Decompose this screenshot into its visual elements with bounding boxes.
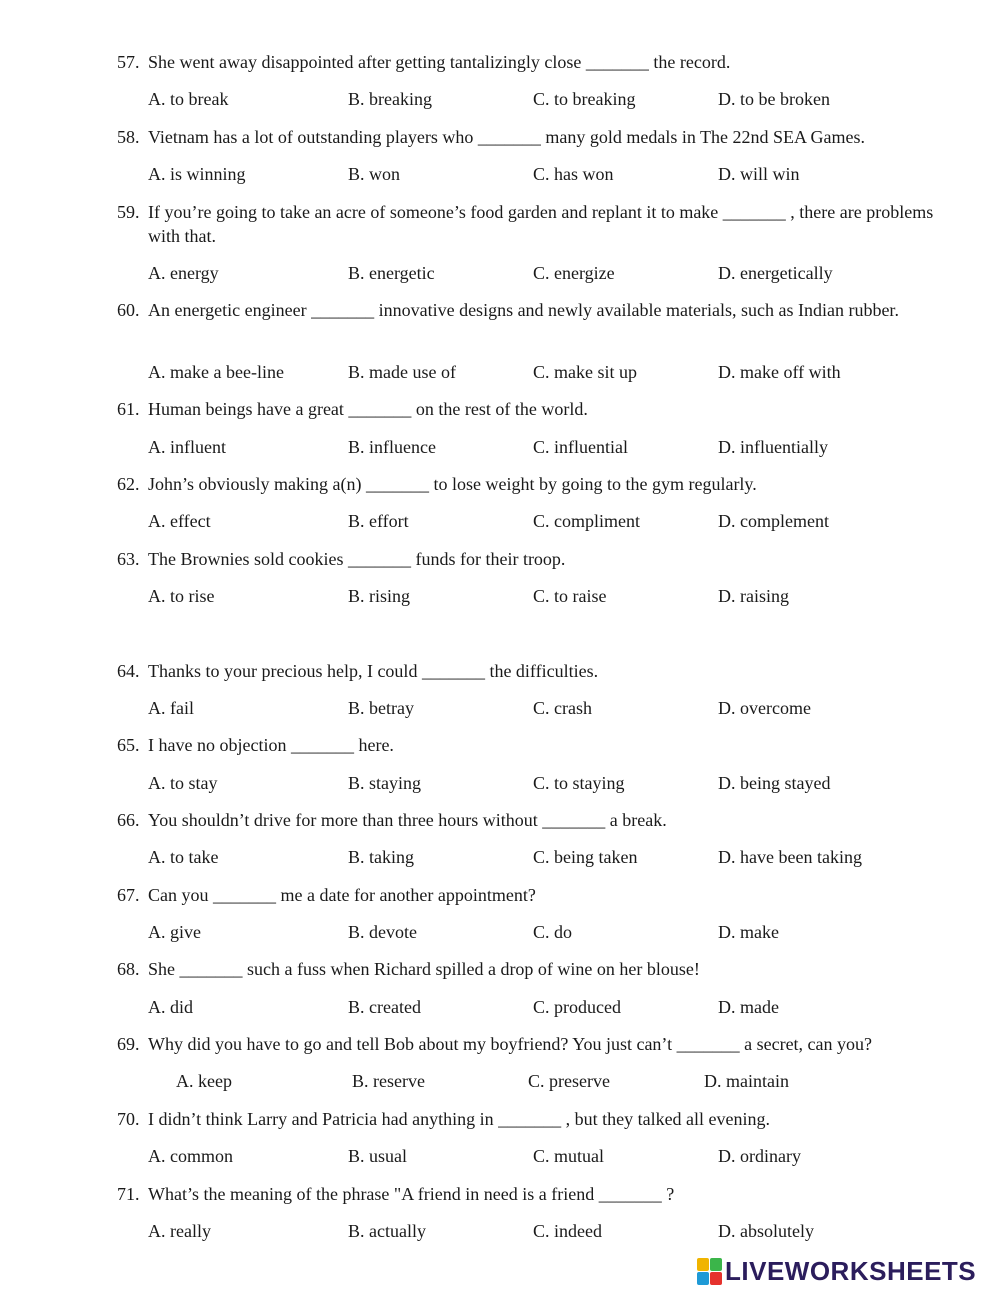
logo-square-3	[697, 1272, 709, 1285]
options-59	[148, 261, 948, 285]
question-58	[117, 125, 947, 149]
option-a[interactable]: A. really	[148, 1221, 211, 1241]
question-number: 69.	[117, 1034, 140, 1054]
question-number: 62.	[117, 474, 140, 494]
liveworksheets-logo	[697, 1256, 976, 1286]
question-57	[117, 50, 947, 74]
option-c[interactable]: C. crash	[533, 698, 592, 718]
option-a[interactable]: A. to break	[148, 89, 229, 109]
option-c[interactable]: C. produced	[533, 997, 621, 1017]
option-d[interactable]: D. overcome	[718, 698, 811, 718]
option-b[interactable]: B. actually	[348, 1221, 426, 1241]
question-text: Can you _______ me a date for another appointment?	[148, 885, 536, 905]
option-c[interactable]: C. preserve	[528, 1071, 610, 1091]
option-b[interactable]: B. made use of	[348, 362, 456, 382]
option-b[interactable]: B. devote	[348, 922, 417, 942]
logo-square-4	[710, 1272, 722, 1285]
option-d[interactable]: D. to be broken	[718, 89, 830, 109]
options-67	[148, 920, 948, 944]
option-d[interactable]: D. influentially	[718, 437, 828, 457]
logo-square-1	[697, 1258, 709, 1271]
option-b[interactable]: B. energetic	[348, 263, 435, 283]
question-number: 60.	[117, 300, 140, 320]
question-60	[117, 298, 947, 322]
question-number: 66.	[117, 810, 140, 830]
logo-mark-icon	[697, 1258, 721, 1284]
brand-name: LIVEWORKSHEETS	[725, 1255, 977, 1286]
option-b[interactable]: B. effort	[348, 511, 409, 531]
option-b[interactable]: B. rising	[348, 586, 411, 606]
option-c[interactable]: C. to staying	[533, 773, 625, 793]
question-text: I have no objection _______ here.	[148, 735, 394, 755]
option-d[interactable]: D. being stayed	[718, 773, 831, 793]
option-c[interactable]: C. indeed	[533, 1221, 602, 1241]
option-a[interactable]: A. to take	[148, 847, 219, 867]
question-70	[117, 1107, 947, 1131]
question-64	[117, 659, 947, 683]
option-d[interactable]: D. ordinary	[718, 1146, 801, 1166]
question-59	[117, 200, 947, 248]
options-66	[148, 845, 948, 869]
question-number: 58.	[117, 127, 140, 147]
option-b[interactable]: B. won	[348, 164, 401, 184]
option-c[interactable]: C. do	[533, 922, 573, 942]
question-61	[117, 397, 947, 421]
question-65	[117, 733, 947, 757]
options-57	[148, 87, 948, 111]
question-62	[117, 472, 947, 496]
question-text: Why did you have to go and tell Bob about my boyfriend? You just can’t _______ a secret, can you?	[148, 1034, 873, 1054]
logo-square-2	[710, 1258, 722, 1271]
option-d[interactable]: D. complement	[718, 511, 829, 531]
options-64	[148, 696, 948, 720]
question-68	[117, 957, 947, 981]
option-d[interactable]: D. make off with	[718, 362, 841, 382]
question-number: 61.	[117, 399, 140, 419]
option-d[interactable]: D. absolutely	[718, 1221, 814, 1241]
option-a[interactable]: A. to stay	[148, 773, 218, 793]
option-c[interactable]: C. energize	[533, 263, 615, 283]
option-a[interactable]: A. give	[148, 922, 201, 942]
question-text: An energetic engineer _______ innovative designs and newly available materials, such as Indian rubber.	[148, 300, 899, 320]
option-c[interactable]: C. mutual	[533, 1146, 604, 1166]
question-text: Vietnam has a lot of outstanding players who _______ many gold medals in The 22nd SEA Games.	[148, 127, 865, 147]
option-c[interactable]: C. to raise	[533, 586, 607, 606]
option-c[interactable]: C. influential	[533, 437, 628, 457]
option-a[interactable]: A. energy	[148, 263, 219, 283]
option-d[interactable]: D. have been taking	[718, 847, 862, 867]
option-a[interactable]: A. common	[148, 1146, 233, 1166]
option-b[interactable]: B. breaking	[348, 89, 432, 109]
question-text: The Brownies sold cookies _______ funds for their troop.	[148, 549, 566, 569]
options-71	[148, 1219, 948, 1243]
option-d[interactable]: D. maintain	[704, 1071, 789, 1091]
question-text: John’s obviously making a(n) _______ to lose weight by going to the gym regularly.	[148, 474, 757, 494]
option-b[interactable]: B. reserve	[352, 1071, 425, 1091]
question-67	[117, 883, 947, 907]
option-d[interactable]: D. will win	[718, 164, 800, 184]
question-number: 70.	[117, 1109, 140, 1129]
question-number: 65.	[117, 735, 140, 755]
option-d[interactable]: D. made	[718, 997, 779, 1017]
question-text: If you’re going to take an acre of someone’s food garden and replant it to make _______ , there are problems with that.	[148, 202, 934, 246]
option-c[interactable]: C. to breaking	[533, 89, 636, 109]
options-58	[148, 162, 948, 186]
options-68	[148, 995, 948, 1019]
question-69	[117, 1032, 947, 1056]
option-c[interactable]: C. being taken	[533, 847, 638, 867]
question-number: 59.	[117, 202, 140, 222]
option-a[interactable]: A. is winning	[148, 164, 246, 184]
option-a[interactable]: A. effect	[148, 511, 211, 531]
option-a[interactable]: A. influent	[148, 437, 226, 457]
option-a[interactable]: A. fail	[148, 698, 194, 718]
option-c[interactable]: C. has won	[533, 164, 614, 184]
options-63	[148, 584, 948, 608]
option-b[interactable]: B. staying	[348, 773, 422, 793]
question-text: Thanks to your precious help, I could _______ the difficulties.	[148, 661, 599, 681]
options-62	[148, 509, 948, 533]
option-b[interactable]: B. influence	[348, 437, 436, 457]
option-a[interactable]: A. to rise	[148, 586, 215, 606]
question-text: I didn’t think Larry and Patricia had anything in _______ , but they talked all evening.	[148, 1109, 771, 1129]
question-text: Human beings have a great _______ on the rest of the world.	[148, 399, 588, 419]
question-text: She went away disappointed after getting tantalizingly close _______ the record.	[148, 52, 731, 72]
option-b[interactable]: B. created	[348, 997, 421, 1017]
question-text: You shouldn’t drive for more than three hours without _______ a break.	[148, 810, 667, 830]
question-71	[117, 1182, 947, 1206]
option-c[interactable]: C. compliment	[533, 511, 640, 531]
question-text: She _______ such a fuss when Richard spilled a drop of wine on her blouse!	[148, 959, 700, 979]
question-number: 57.	[117, 52, 140, 72]
option-d[interactable]: D. make	[718, 922, 779, 942]
option-b[interactable]: B. taking	[348, 847, 414, 867]
option-a[interactable]: A. keep	[176, 1071, 232, 1091]
option-b[interactable]: B. usual	[348, 1146, 408, 1166]
question-63	[117, 547, 947, 571]
option-d[interactable]: D. energetically	[718, 263, 833, 283]
question-number: 68.	[117, 959, 140, 979]
options-60	[148, 360, 948, 384]
question-text: What’s the meaning of the phrase "A friend in need is a friend _______ ?	[148, 1184, 675, 1204]
options-61	[148, 435, 948, 459]
question-number: 64.	[117, 661, 140, 681]
option-b[interactable]: B. betray	[348, 698, 414, 718]
options-69	[148, 1069, 948, 1093]
option-c[interactable]: C. make sit up	[533, 362, 637, 382]
options-70	[148, 1144, 948, 1168]
question-number: 67.	[117, 885, 140, 905]
question-number: 71.	[117, 1184, 140, 1204]
option-a[interactable]: A. make a bee-line	[148, 362, 284, 382]
question-number: 63.	[117, 549, 140, 569]
option-a[interactable]: A. did	[148, 997, 193, 1017]
question-66	[117, 808, 947, 832]
option-d[interactable]: D. raising	[718, 586, 789, 606]
options-65	[148, 771, 948, 795]
